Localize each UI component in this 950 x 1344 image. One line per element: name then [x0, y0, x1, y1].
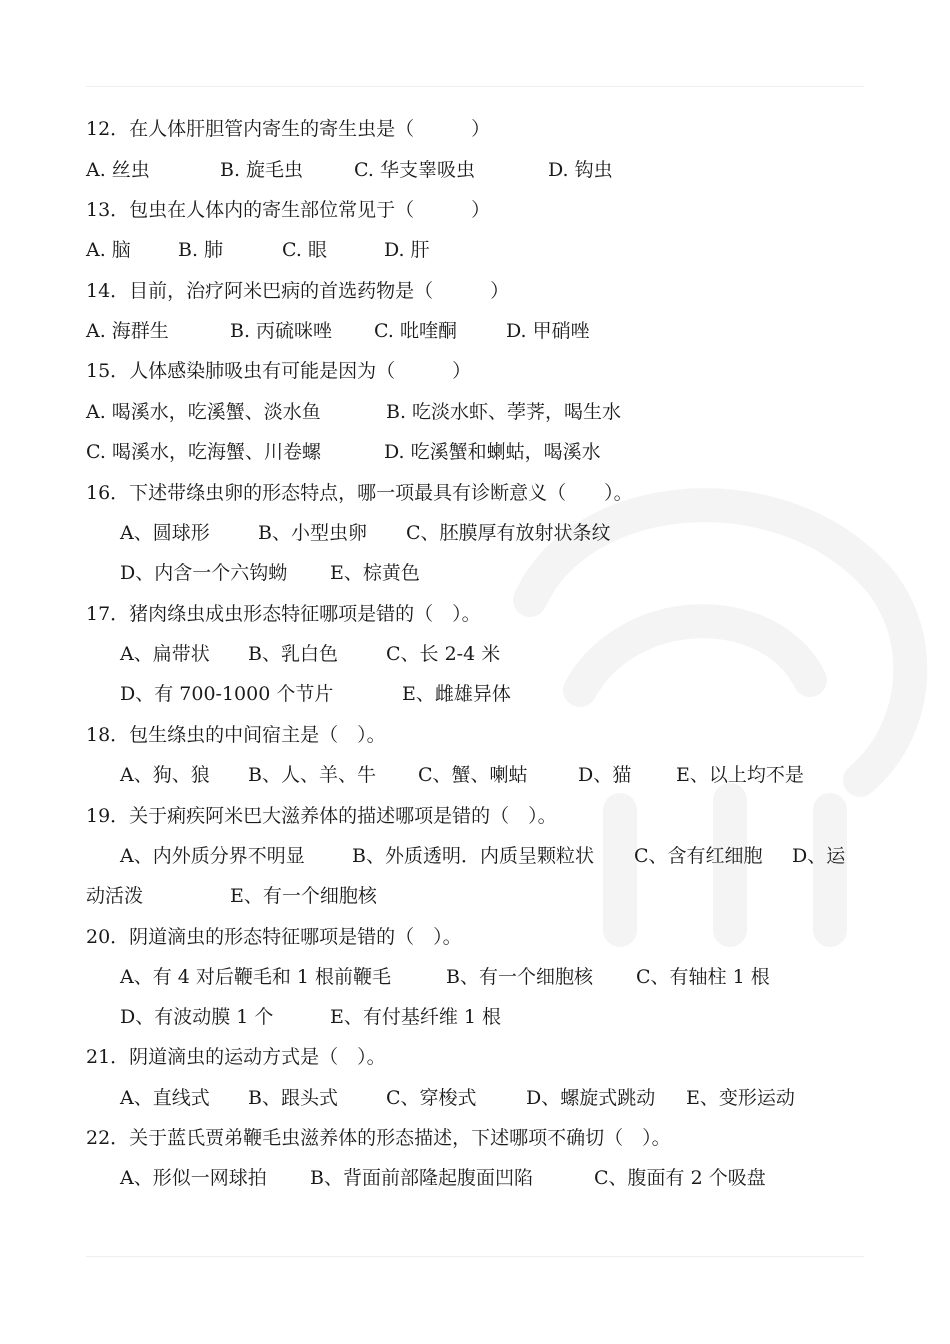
- option-a: A、圆球形: [120, 522, 210, 544]
- header-rule: [86, 86, 864, 87]
- option-c: C、蟹、喇蛄: [418, 764, 528, 786]
- option-a: A、直线式: [120, 1087, 210, 1109]
- option-b: B、小型虫卵: [258, 522, 367, 544]
- question-12-stem: 12．在人体肝胆管内寄生的寄生虫是（ ）: [86, 118, 491, 140]
- option-d: D、有 700-1000 个节片: [120, 683, 334, 705]
- option-e: E、有一个细胞核: [230, 885, 377, 907]
- option-b: B、背面前部隆起腹面凹陷: [310, 1167, 533, 1189]
- watermark-logo: [470, 430, 950, 950]
- option-d-continued: 动活泼: [86, 885, 144, 907]
- option-c: C、穿梭式: [386, 1087, 477, 1109]
- option-c: C. 喝溪水，吃海蟹、川卷螺: [86, 441, 321, 463]
- option-c: C、有轴柱 1 根: [636, 966, 770, 988]
- option-b: B. 旋毛虫: [220, 159, 304, 181]
- option-c: C、含有红细胞: [634, 845, 763, 867]
- option-b: B. 肺: [178, 239, 224, 261]
- option-e: E、以上均不是: [676, 764, 804, 786]
- question-18-stem: 18．包生绦虫的中间宿主是（ ）。: [86, 724, 386, 746]
- question-14-stem: 14．目前，治疗阿米巴病的首选药物是（ ）: [86, 280, 510, 302]
- option-a: A. 海群生: [86, 320, 169, 342]
- option-a: A、形似一网球拍: [120, 1167, 267, 1189]
- option-a: A、扁带状: [120, 643, 210, 665]
- question-19-stem: 19．关于痢疾阿米巴大滋养体的描述哪项是错的（ ）。: [86, 805, 557, 827]
- option-b: B、人、羊、牛: [248, 764, 376, 786]
- option-d: D. 肝: [384, 239, 430, 261]
- option-c: C、腹面有 2 个吸盘: [594, 1167, 766, 1189]
- option-d: D、内含一个六钩蚴: [120, 562, 288, 584]
- option-a: A、内外质分界不明显: [120, 845, 305, 867]
- question-13-stem: 13．包虫在人体内的寄生部位常见于（ ）: [86, 199, 491, 221]
- option-d: D. 甲硝唑: [506, 320, 590, 342]
- option-a: A. 丝虫: [86, 159, 150, 181]
- question-15-stem: 15．人体感染肺吸虫有可能是因为（ ）: [86, 360, 472, 382]
- option-d: D、螺旋式跳动: [526, 1087, 656, 1109]
- option-d: D、运: [792, 845, 846, 867]
- option-c: C. 眼: [282, 239, 327, 261]
- question-16-stem: 16．下述带绦虫卵的形态特点，哪一项最具有诊断意义（ ）。: [86, 482, 633, 504]
- option-c: C、胚膜厚有放射状条纹: [406, 522, 611, 544]
- option-b: B、外质透明．内质呈颗粒状: [352, 845, 594, 867]
- option-c: C. 吡喹酮: [374, 320, 457, 342]
- option-a: A、狗、狼: [120, 764, 210, 786]
- option-a: A、有 4 对后鞭毛和 1 根前鞭毛: [120, 966, 392, 988]
- option-d: D、有波动膜 1 个: [120, 1006, 274, 1028]
- option-b: B、乳白色: [248, 643, 338, 665]
- option-d: D. 吃溪蟹和蝲蛄，喝溪水: [384, 441, 601, 463]
- option-a: A. 脑: [86, 239, 131, 261]
- option-e: E、雌雄异体: [402, 683, 511, 705]
- option-a: A. 喝溪水，吃溪蟹、淡水鱼: [86, 401, 321, 423]
- option-b: B. 吃淡水虾、荸荠，喝生水: [386, 401, 622, 423]
- question-17-stem: 17．猪肉绦虫成虫形态特征哪项是错的（ ）。: [86, 603, 481, 625]
- question-21-stem: 21．阴道滴虫的运动方式是（ ）。: [86, 1046, 386, 1068]
- question-20-stem: 20．阴道滴虫的形态特征哪项是错的（ ）。: [86, 926, 462, 948]
- footer-rule: [86, 1256, 864, 1257]
- option-e: E、棕黄色: [330, 562, 420, 584]
- option-c: C. 华支睾吸虫: [354, 159, 475, 181]
- option-b: B、有一个细胞核: [446, 966, 593, 988]
- option-d: D、猫: [578, 764, 632, 786]
- option-e: E、有付基纤维 1 根: [330, 1006, 502, 1028]
- option-c: C、长 2-4 米: [386, 643, 501, 665]
- option-b: B. 丙硫咪唑: [230, 320, 333, 342]
- question-22-stem: 22．关于蓝氏贾弟鞭毛虫滋养体的形态描述，下述哪项不确切（ ）。: [86, 1127, 671, 1149]
- option-e: E、变形运动: [686, 1087, 795, 1109]
- option-b: B、跟头式: [248, 1087, 338, 1109]
- option-d: D. 钩虫: [548, 159, 613, 181]
